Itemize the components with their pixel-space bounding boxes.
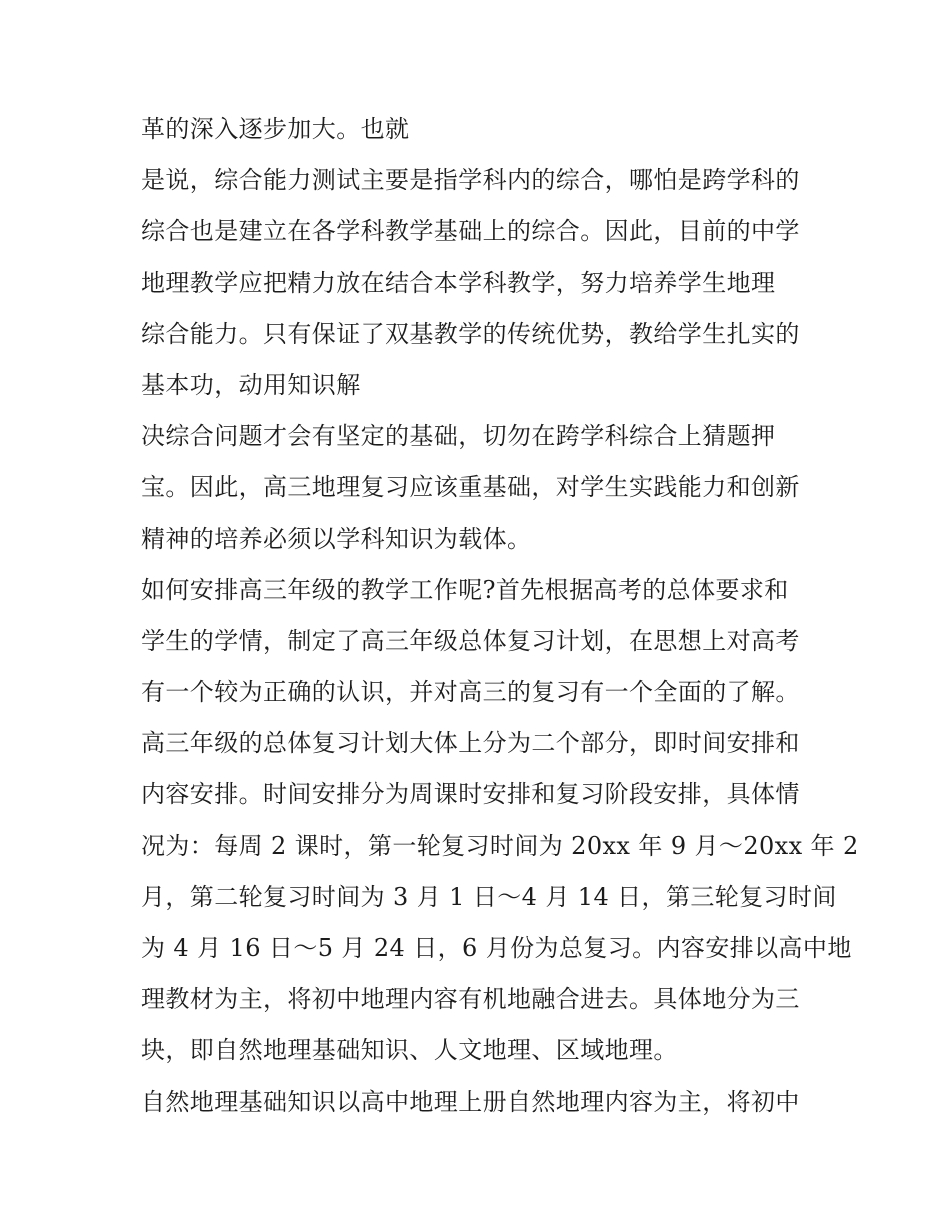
text-line: 宝。因此，高三地理复习应该重基础，对学生实践能力和创新 xyxy=(141,473,800,502)
text-line: 月，第二轮复习时间为 3 月 1 日～4 月 14 日，第三轮复习时间 xyxy=(141,882,837,911)
document-body xyxy=(141,107,859,1131)
text-line: 自然地理基础知识以高中地理上册自然地理内容为主，将初中 xyxy=(141,1087,800,1116)
text-line: 内容安排。时间安排分为周课时安排和复习阶段安排，具体情 xyxy=(141,780,800,809)
text-line: 为 4 月 16 日～5 月 24 日，6 月份为总复习。内容安排以高中地 xyxy=(141,934,852,962)
text-line: 决综合问题才会有坚定的基础，切勿在跨学科综合上猜题押 xyxy=(141,422,776,451)
text-line: 精神的培养必须以学科知识为载体。 xyxy=(141,524,532,553)
text-line: 综合能力。只有保证了双基教学的传统优势，教给学生扎实的 xyxy=(141,319,800,348)
text-line: 革的深入逐步加大。也就 xyxy=(141,115,410,143)
text-line: 理教材为主，将初中地理内容有机地融合进去。具体地分为三 xyxy=(141,985,800,1014)
text-line: 有一个较为正确的认识，并对高三的复习有一个全面的了解。 xyxy=(141,678,800,707)
text-line: 如何安排高三年级的教学工作呢?首先根据高考的总体要求和 xyxy=(141,575,789,604)
text-line: 况为：每周 2 课时，第一轮复习时间为 20xx 年 9 月～20xx 年 2 xyxy=(141,831,859,860)
text-line: 是说，综合能力测试主要是指学科内的综合，哪怕是跨学科的 xyxy=(141,166,800,195)
text-line: 高三年级的总体复习计划大体上分为二个部分，即时间安排和 xyxy=(141,729,800,758)
text-line: 地理教学应把精力放在结合本学科教学，努力培养学生地理 xyxy=(141,268,776,297)
text-line: 块，即自然地理基础知识、人文地理、区域地理。 xyxy=(141,1036,678,1065)
text-line: 综合也是建立在各学科教学基础上的综合。因此，目前的中学 xyxy=(141,217,800,246)
text-line: 学生的学情，制定了高三年级总体复习计划，在思想上对高考 xyxy=(141,626,800,655)
text-line: 基本功，动用知识解 xyxy=(141,370,361,399)
